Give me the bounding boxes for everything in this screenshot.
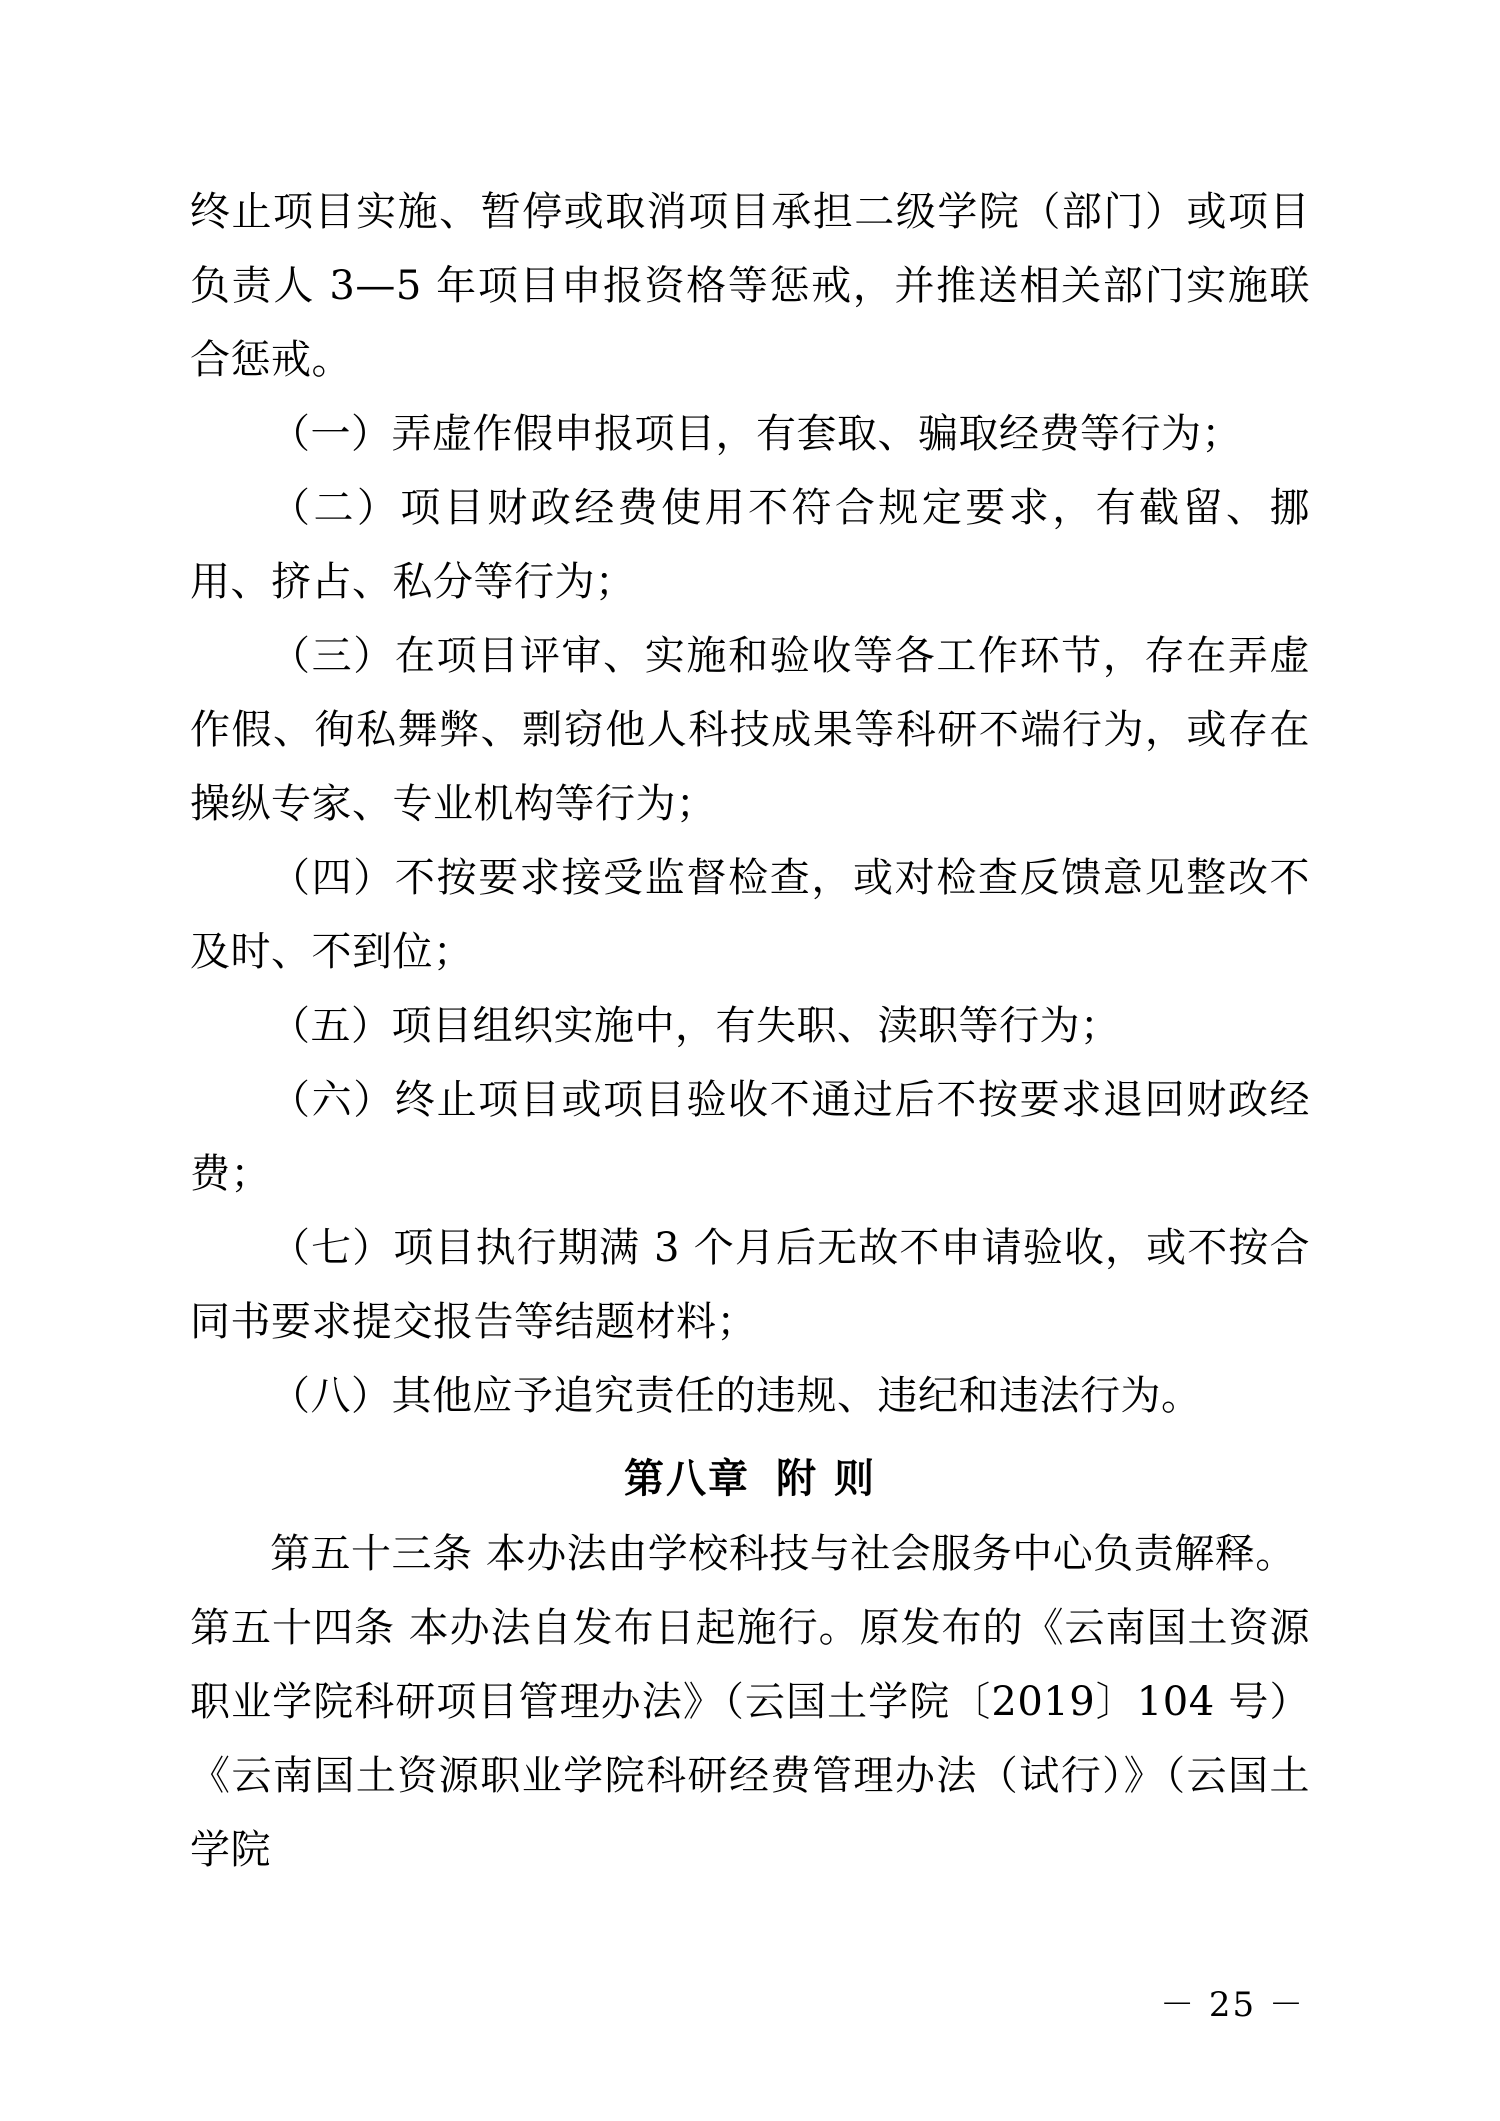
paragraph-item-7: （七）项目执行期满 3 个月后无故不申请验收，或不按合同书要求提交报告等结题材料； — [190, 1225, 1310, 1345]
chapter-heading — [190, 1441, 1310, 1517]
page-number: － 25 － — [1160, 1985, 1305, 2025]
paragraph-article-54: 第五十四条 本办法自发布日起施行。原发布的《云南国土资源职业学院科研项目管理办法》（云国土学院〔2019〕104 号）《云南国土资源职业学院科研经费管理办法（试行）》（云国土学院 — [190, 1605, 1310, 1873]
paragraph-article-53: 第五十三条 本办法由学校科技与社会服务中心负责解释。 — [270, 1531, 1296, 1577]
paragraph-item-3: （三）在项目评审、实施和验收等各工作环节，存在弄虚作假、徇私舞弊、剽窃他人科技成果等科研不端行为，或存在操纵专家、专业机构等行为； — [190, 633, 1310, 827]
paragraph-item-6: （六）终止项目或项目验收不通过后不按要求退回财政经费； — [190, 1077, 1310, 1197]
chapter-heading-label: 第八章 — [624, 1456, 751, 1502]
paragraph-item-4: （四）不按要求接受监督检查，或对检查反馈意见整改不及时、不到位； — [190, 855, 1310, 975]
paragraph-item-2: （二）项目财政经费使用不符合规定要求，有截留、挪用、挤占、私分等行为； — [190, 485, 1310, 605]
paragraph-item-1: （一）弄虚作假申报项目，有套取、骗取经费等行为； — [270, 411, 1242, 457]
chapter-heading-title: 附 则 — [776, 1456, 876, 1502]
document-body — [190, 175, 1310, 1887]
paragraph-item-8: （八）其他应予追究责任的违规、违纪和违法行为。 — [270, 1373, 1202, 1419]
paragraph-intro: 终止项目实施、暂停或取消项目承担二级学院（部门）或项目负责人 3—5 年项目申报资格等惩戒，并推送相关部门实施联合惩戒。 — [190, 189, 1310, 383]
paragraph-item-5: （五）项目组织实施中，有失职、渎职等行为； — [270, 1003, 1121, 1049]
